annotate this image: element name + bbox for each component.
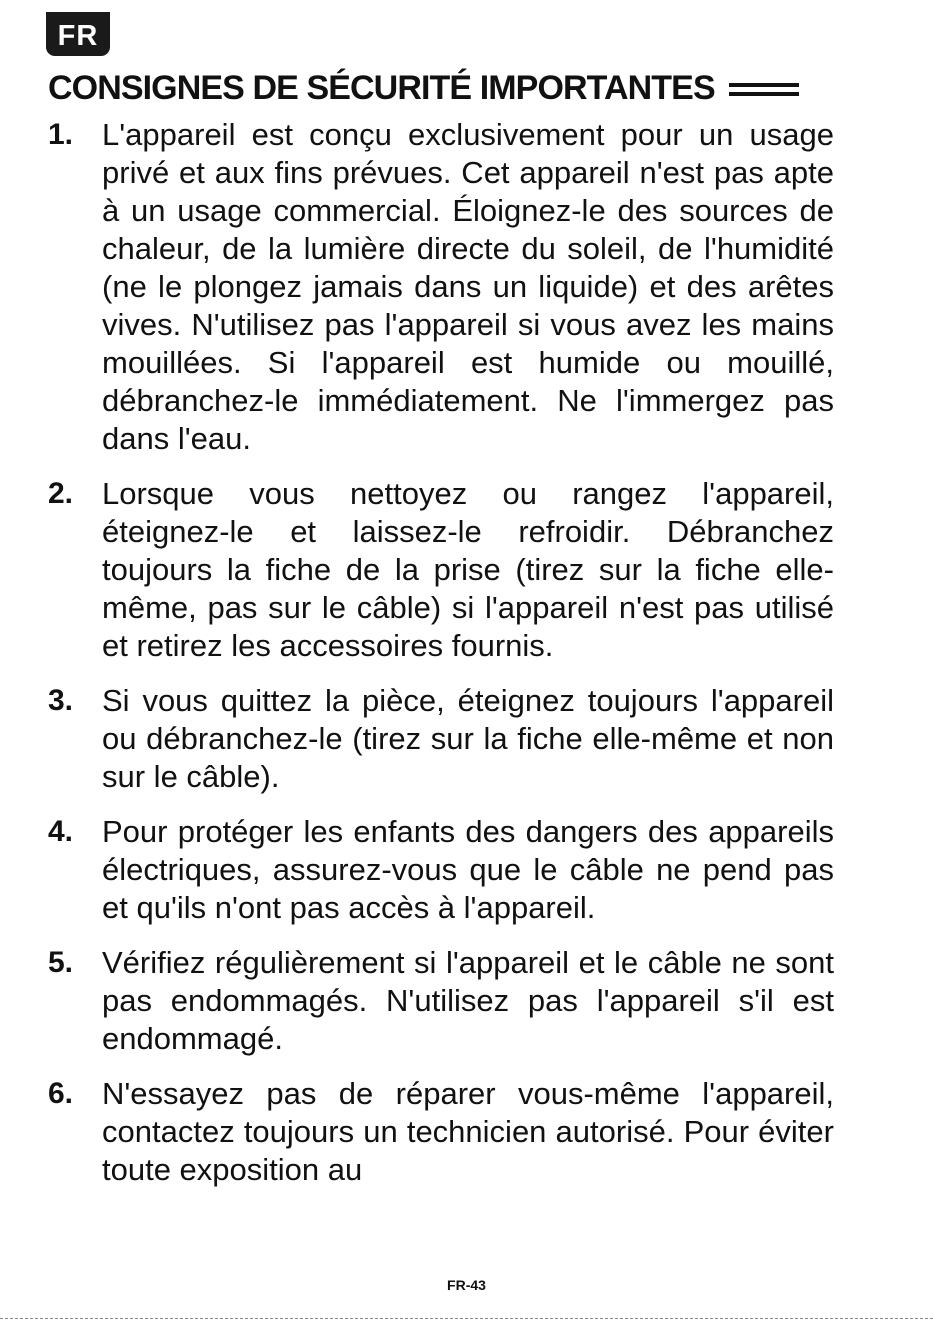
item-number: 3. (48, 684, 74, 717)
list-item-1 (48, 116, 834, 458)
list-item-6 (48, 1075, 834, 1189)
list-item-3 (48, 682, 834, 796)
item-text: N'essayez pas de réparer vous-même l'appareil, contactez toujours un technicien autorisé. Pour éviter toute exposition au (102, 1076, 834, 1187)
list-item-5 (48, 944, 834, 1058)
item-number: 2. (48, 477, 74, 510)
item-number: 4. (48, 815, 74, 848)
page-bottom-divider (0, 1318, 933, 1319)
item-number: 6. (48, 1077, 74, 1110)
safety-instructions-list (48, 116, 834, 1206)
language-badge: FR (46, 12, 110, 56)
list-item-2 (48, 475, 834, 665)
page-title: CONSIGNES DE SÉCURITÉ IMPORTANTES (48, 68, 715, 107)
item-text: Vérifiez régulièrement si l'appareil et le câble ne sont pas endommagés. N'utilisez pas l'appareil s'il est endommagé. (102, 945, 834, 1056)
item-text: L'appareil est conçu exclusivement pour un usage privé et aux fins prévues. Cet appareil n'est pas apte à un usage commercial. Éloignez-le des sources de chaleur, de la lumière directe du soleil, de l'humidité (ne le plongez jamais dans un liquide) et des arêtes vives. N'utilisez pas l'appareil si vous avez les mains mouillées. Si l'appareil est humide ou mouillé, débranchez-le immédiatement. Ne l'immergez pas dans l'eau. (102, 117, 834, 456)
item-number: 5. (48, 946, 74, 979)
list-item-4 (48, 813, 834, 927)
heading-double-rule (729, 81, 799, 95)
item-text: Pour protéger les enfants des dangers des appareils électriques, assurez-vous que le câble ne pend pas et qu'ils n'ont pas accès à l'appareil. (102, 814, 834, 925)
item-text: Lorsque vous nettoyez ou rangez l'appareil, éteignez-le et laissez-le refroidir. Débranchez toujours la fiche de la prise (tirez sur la fiche elle-même, pas sur le câble) si l'appareil n'est pas utilisé et retirez les accessoires fournis. (102, 476, 834, 663)
section-heading (48, 64, 838, 112)
page-number: FR-43 (447, 1277, 486, 1293)
item-text: Si vous quittez la pièce, éteignez toujours l'appareil ou débranchez-le (tirez sur la fiche elle-même et non sur le câble). (102, 683, 834, 794)
item-number: 1. (48, 118, 74, 151)
